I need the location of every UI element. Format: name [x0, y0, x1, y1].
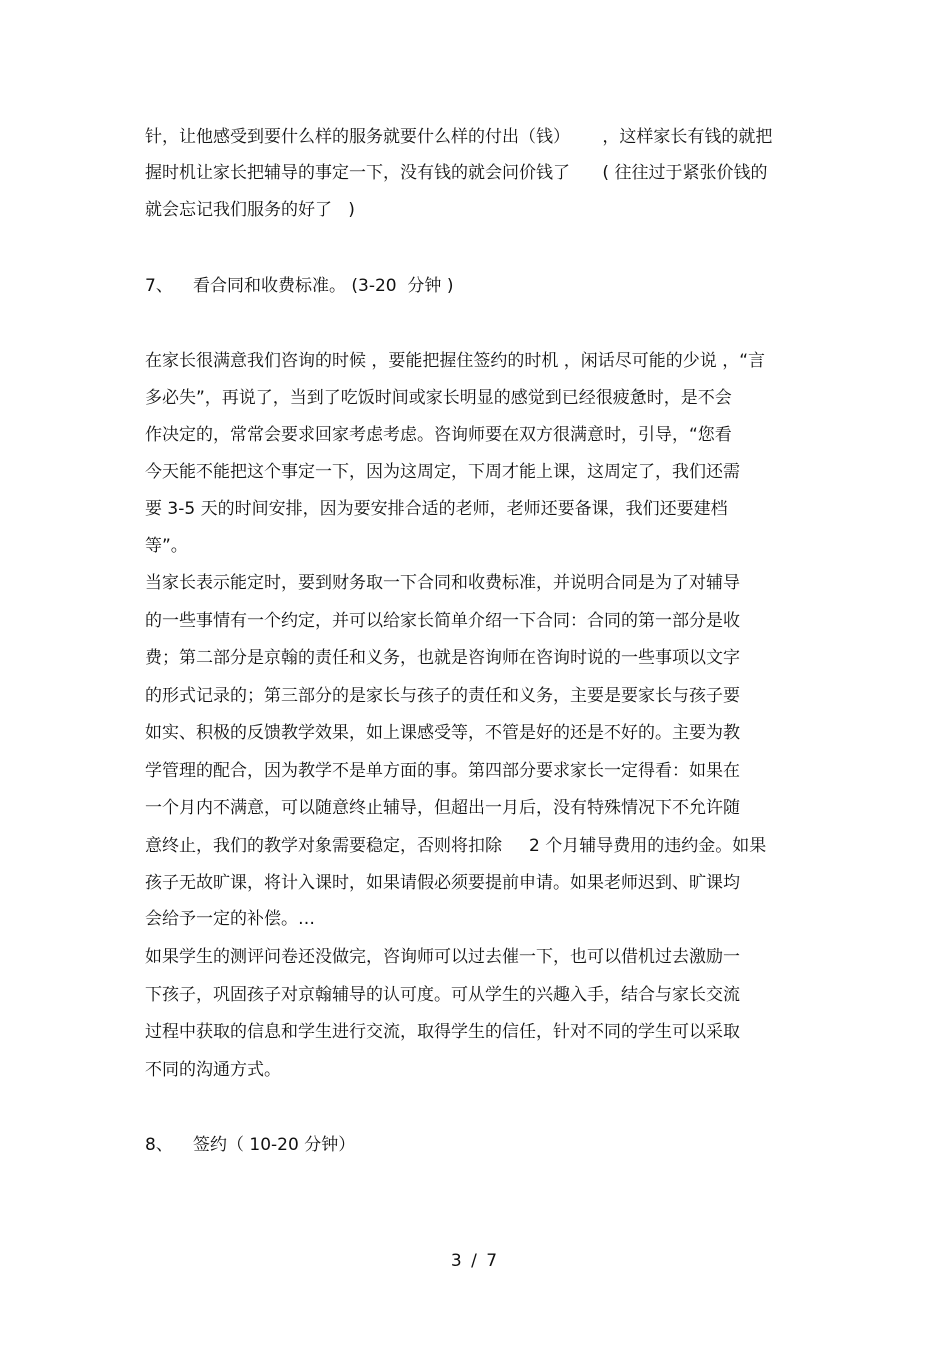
text-line: 一个月内不满意，可以随意终止辅导，但超出一月后，没有特殊情况下不允许随: [145, 798, 740, 818]
text-line: 当家长表示能定时，要到财务取一下合同和收费标准，并说明合同是为了对辅导: [145, 573, 740, 593]
text-line: 的形式记录的；第三部分的是家长与孩子的责任和义务，主要是要家长与孩子要: [145, 686, 740, 706]
section-heading-8: [145, 1134, 355, 1156]
text-line: 要 3-5 天的时间安排，因为要安排合适的老师，老师还要备课，我们还要建档: [145, 499, 728, 519]
text-line: 过程中获取的信息和学生进行交流，取得学生的信任，针对不同的学生可以采取: [145, 1022, 740, 1042]
text-line: 如果学生的测评问卷还没做完，咨询师可以过去催一下，也可以借机过去激励一: [145, 947, 740, 967]
text-line: 握时机让家长把辅导的事定一下，没有钱的就会问价钱了 ( 往往过于紧张价钱的: [145, 163, 768, 183]
section-number: 7、: [145, 276, 173, 296]
section-number: 8、: [145, 1135, 173, 1155]
text-line: 等”。: [145, 536, 188, 556]
text-line: 孩子无故旷课，将计入课时，如果请假必须要提前申请。如果老师迟到、旷课均: [145, 873, 740, 893]
page-number: 3 / 7: [450, 1251, 500, 1271]
text-line: 作决定的，常常会要求回家考虑考虑。咨询师要在双方很满意时，引导，“您看: [145, 425, 732, 445]
text-line: 如实、积极的反馈教学效果，如上课感受等，不管是好的还是不好的。主要为教: [145, 723, 740, 743]
text-line: 会给予一定的补偿。…: [145, 909, 315, 929]
text-line: 学管理的配合，因为教学不是单方面的事。第四部分要求家长一定得看：如果在: [145, 761, 740, 781]
text-line: 不同的沟通方式。: [145, 1060, 281, 1080]
text-line: 今天能不能把这个事定一下，因为这周定，下周才能上课，这周定了，我们还需: [145, 462, 740, 482]
section-title: 看合同和收费标准。 (3-20 分钟 ): [193, 276, 454, 296]
text-line: 在家长很满意我们咨询的时候 ，要能把握住签约的时机 ，闲话尽可能的少说 ，“言: [145, 351, 766, 371]
text-line: 费；第二部分是京翰的责任和义务，也就是咨询师在咨询时说的一些事项以文字: [145, 648, 740, 668]
text-line: 针，让他感受到要什么样的服务就要什么样的付出（钱） ，这样家长有钱的就把: [145, 127, 773, 147]
text-line: 就会忘记我们服务的好了 ): [145, 200, 355, 220]
section-title: 签约（ 10-20 分钟）: [193, 1135, 356, 1155]
text-line: 多必失”，再说了，当到了吃饭时间或家长明显的感觉到已经很疲惫时，是不会: [145, 388, 732, 408]
text-line: 下孩子，巩固孩子对京翰辅导的认可度。可从学生的兴趣入手，结合与家长交流: [145, 985, 740, 1005]
section-heading-7: [145, 275, 453, 297]
text-line: 意终止，我们的教学对象需要稳定，否则将扣除 2 个月辅导费用的违约金。如果: [145, 836, 767, 856]
text-line: 的一些事情有一个约定，并可以给家长简单介绍一下合同：合同的第一部分是收: [145, 611, 740, 631]
